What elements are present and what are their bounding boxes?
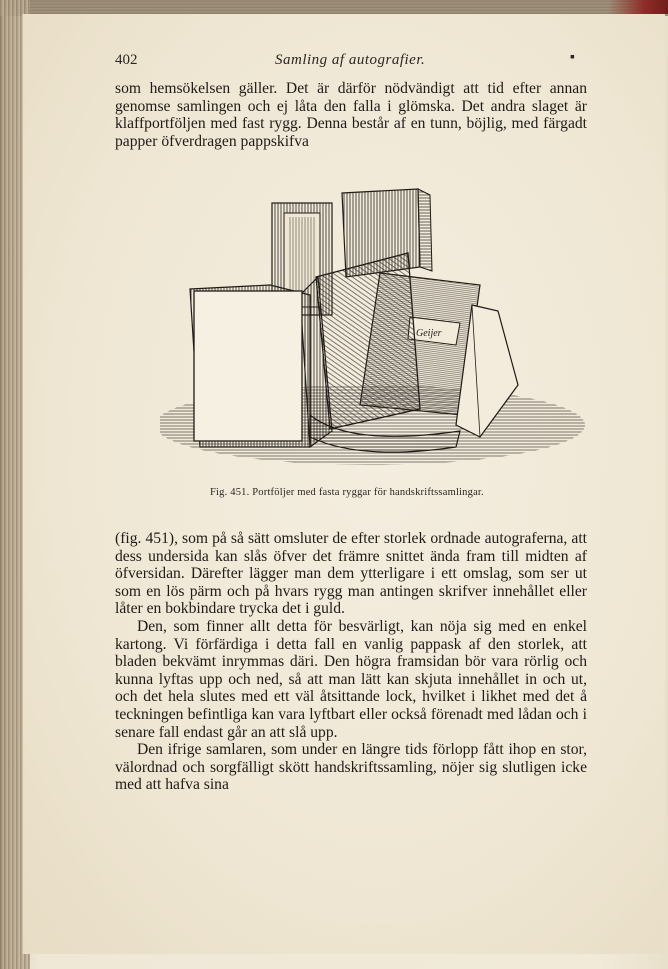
paragraph: (fig. 451), som på så sätt omsluter de efter storlek ordnade autograferna, att dess undersida kan slås öfver det främre snittet ända fram till midten af öfversidan. Därefter lägger man dem ytterligare i ett omslag, som ser ut som en lös pärm och på hvars rygg man antingen skrifver innehållet eller låter en bokbindare trycka det i guld.	[115, 530, 587, 618]
running-head: Samling af autografier.	[275, 52, 426, 68]
ink-mark: ▪	[570, 50, 575, 65]
paragraph: Den, som finner allt detta för besvärligt, kan nöja sig med en enkel kartong. Vi förfärdiga i detta fall en vanlig pappask af den storlek, att bladen bekvämt inrymmas däri. Den högra framsidan bör vara rörlig och kunna lyftas upp och ned, så att man lätt kan skjuta innehållet in och ut, och det hela slutes med ett väl åtsittande lock, hvilket i likhet med det å teckningen befintliga kan vara lyftbart eller också förenadt med lådan och i senare fall endast går an att slå upp.	[115, 617, 587, 741]
page-number: 402	[115, 52, 138, 68]
red-cover-edge	[608, 0, 668, 14]
book-page	[22, 14, 665, 954]
book-label-text: Geijer	[416, 328, 442, 339]
figure-caption: Fig. 451. Portföljer med fasta ryggar för handskriftssamlingar.	[210, 487, 484, 498]
left-open-board	[190, 285, 310, 447]
paragraph: som hemsökelsen gäller. Det är därför nödvändigt att tid efter annan genomse samlingen och ej låta den falla i glömska. Det andra slaget är klaffportföljen med fast rygg. Denna består af en tunn, böjlig, med färgadt papper öfverdragen pappskifva	[115, 80, 587, 150]
paragraph: Den ifrige samlaren, som under en längre tids förlopp fått ihop en stor, välordnad och sorgfälligt skött handskriftssamling, nöjer sig slutligen icke med att hafva sina	[115, 741, 587, 794]
portfolio-illustration	[160, 185, 590, 475]
text-block-bottom	[115, 530, 587, 794]
text-block-top	[115, 80, 587, 150]
